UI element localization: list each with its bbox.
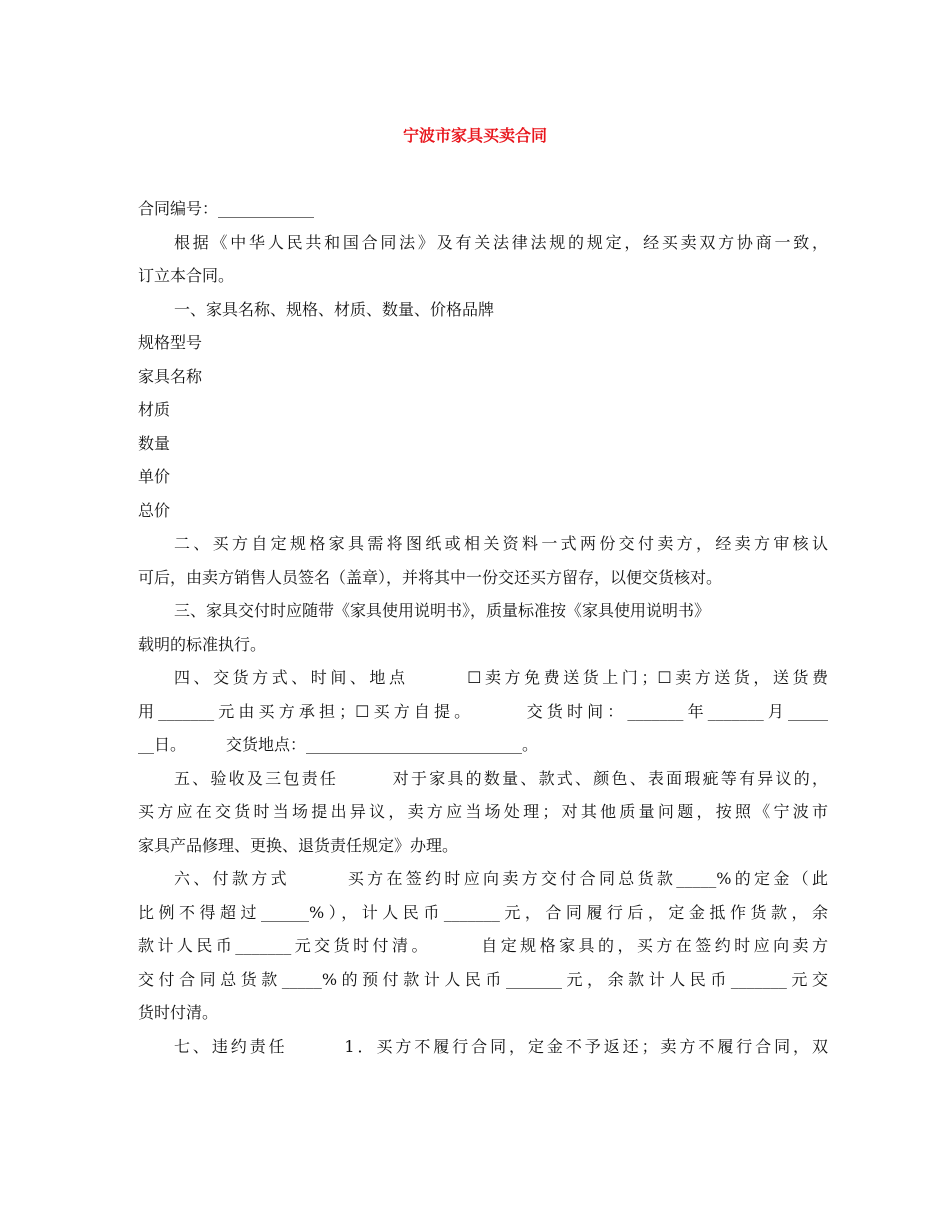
section-6-line-3: 款计人民币_______元交货时付清。 自定规格家具的，买方在签约时应向卖方 [138, 936, 828, 955]
section-7-line-1: 七、违约责任 1．买方不履行合同，定金不予返还；卖方不履行合同，双 [174, 1036, 828, 1056]
section-4-line-1: 四、交货方式、时间、地点 ☐卖方免费送货上门；☐卖方送货，送货费 [174, 668, 828, 687]
section-4-line-3: __日。 交货地点：___________________________。 [138, 735, 539, 754]
section-6-line-4: 交付合同总货款_____%的预付款计人民币_______元，余款计人民币_______元交 [138, 969, 828, 989]
field-quantity: 数量 [138, 433, 171, 453]
field-furniture-name: 家具名称 [138, 366, 203, 386]
section-4-line-2: 用_______元由买方承担；☐买方自提。 交货时间：_______年_______月_____ [138, 701, 828, 721]
field-material: 材质 [138, 400, 171, 419]
section-2-line-1: 二、买方自定规格家具需将图纸或相关资料一式两份交付卖方，经卖方审核认 [174, 534, 828, 553]
preamble-line-2: 订立本合同。 [138, 266, 235, 285]
section-5-line-1: 五、验收及三包责任 对于家具的数量、款式、颜色、表面瑕疵等有异议的， [174, 768, 828, 788]
section-6-line-5: 货时付清。 [138, 1003, 219, 1022]
document-body [138, 192, 828, 1063]
section-6-line-2: 比例不得超过______%），计人民币_______元，合同履行后，定金抵作货款，余 [138, 902, 828, 922]
section-2-line-2: 可后，由卖方销售人员签名（盖章），并将其中一份交还买方留存，以便交货核对。 [138, 567, 723, 587]
field-total-price: 总价 [138, 500, 171, 520]
section-3-line-2: 载明的标准执行。 [138, 634, 267, 654]
section-6-line-1: 六、付款方式 买方在签约时应向卖方交付合同总货款_____%的定金（此 [174, 869, 828, 888]
document-title: 宁波市家具买卖合同 [402, 126, 547, 145]
section-1-heading: 一、家具名称、规格、材质、数量、价格品牌 [174, 299, 495, 319]
field-model-spec: 规格型号 [138, 333, 203, 352]
field-unit-price: 单价 [138, 467, 171, 486]
section-5-line-3: 家具产品修理、更换、退货责任规定》办理。 [138, 835, 459, 855]
section-3-line-1: 三、家具交付时应随带《家具使用说明书》，质量标准按《家具使用说明书》 [174, 601, 711, 620]
preamble-line-1: 根据《中华人民共和国合同法》及有关法律法规的规定，经买卖双方协商一致， [174, 232, 828, 252]
section-5-line-2: 买方应在交货时当场提出异议，卖方应当场处理；对其他质量问题，按照《宁波市 [138, 802, 828, 821]
contract-number-line: 合同编号：____________ [138, 199, 315, 218]
